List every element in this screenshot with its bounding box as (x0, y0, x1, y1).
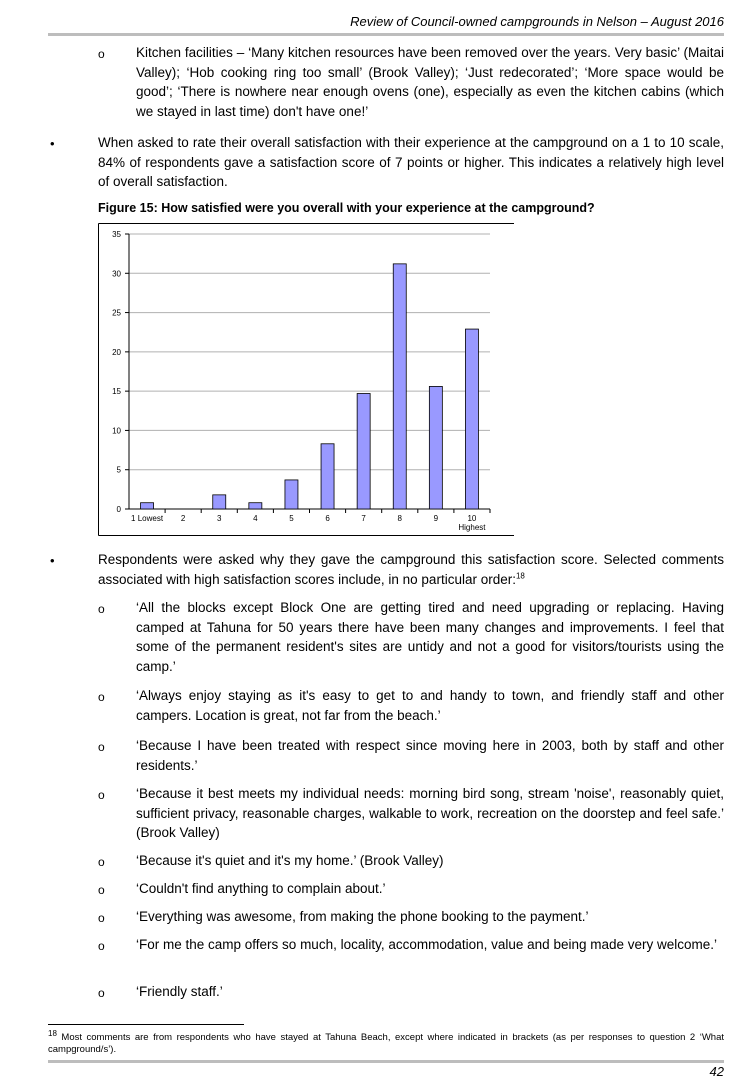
y-tick-label: 5 (116, 465, 121, 475)
comment-item: ‘For me the camp offers so much, locality, accommodation, value and being made very welcome.’ (136, 937, 718, 952)
bar (213, 495, 226, 509)
footnote-number: 18 (48, 1028, 57, 1038)
x-tick-label: 7 (361, 514, 366, 523)
sub-bullet-marker: o (98, 47, 105, 61)
y-tick-label: 35 (112, 230, 121, 239)
kitchen-comment: Kitchen facilities – ‘Many kitchen resources have been removed over the years. Very basic’ (Maitai Valley); ‘Hob cooking ring too small’ (Brook Valley); ‘Just redecorated’; ‘More space would be good’; ‘There is nowhere near enough ovens (one), especially as even the kitchen cabins (which we stayed in last time) don't have one!’ (136, 45, 724, 119)
comment-item: ‘Because it best meets my individual needs: morning bird song, stream 'noise', reasonably quiet, sufficient privacy, reasonable charges, walkable to work, recreation on the doorstep and feel safe.’ (Brook Valley) (136, 786, 724, 840)
figure-title: Figure 15: How satisfied were you overall with your experience at the campground? (98, 201, 595, 215)
x-tick-label: 9 (433, 514, 439, 523)
x-tick-label: 2 (180, 514, 186, 523)
footer-rule (48, 1060, 724, 1063)
comment-item: ‘Because it's quiet and it's my home.’ (Brook Valley) (136, 853, 444, 868)
bar (465, 329, 478, 509)
page-header: Review of Council-owned campgrounds in Nelson – August 2016 (350, 14, 724, 29)
comment-item: ‘All the blocks except Block One are getting tired and need upgrading or replacing. Having camped at Tahuna for 50 years there have been many changes and improvements. I feel that some of the permanent resident's sites are untidy and not a good for visitors/tourists using the camp.’ (136, 600, 724, 674)
sub-bullet-marker: o (98, 855, 105, 869)
y-tick-label: 10 (112, 426, 121, 436)
x-tick-label: 3 (217, 514, 222, 523)
bar (429, 386, 442, 509)
bar (141, 503, 154, 509)
bullet-marker: • (50, 553, 55, 568)
x-tick-label: 6 (325, 514, 330, 523)
bar (285, 480, 298, 509)
footnote-rule (48, 1024, 244, 1025)
sub-bullet-marker: o (98, 911, 105, 925)
bar (357, 394, 370, 510)
sub-bullet-marker: o (98, 939, 105, 953)
satisfaction-paragraph: When asked to rate their overall satisfaction with their experience at the campground on a 1 to 10 scale, 84% of respondents gave a satisfaction score of 7 points or higher. This indicates a relatively high level of overall satisfaction. (98, 135, 724, 189)
comment-item: ‘Always enjoy staying as it's easy to get to and handy to town, and friendly staff and other campers. Location is great, not far from the beach.’ (136, 688, 724, 723)
bar (393, 264, 406, 509)
footnote-reference: 18 (515, 571, 525, 580)
x-tick-label: 5 (289, 514, 294, 523)
x-tick-label: 8 (397, 514, 402, 523)
header-rule (48, 33, 724, 36)
bar (321, 444, 334, 509)
footnote: $^{18}$ Most comments are from respondents who have stayed at Tahuna Beach, except where indicated in brackets (as per responses to question 2 ‘What campground/s’). (48, 1028, 724, 1055)
comments-intro-paragraph: Respondents were asked why they gave the campground this satisfaction score. Selected comments associated with high satisfaction scores include, in no particular order:$^{18}$ (98, 552, 724, 587)
comment-item: ‘Because I have been treated with respect since moving here in 2003, both by staff and other residents.’ (136, 738, 724, 773)
page-number: 42 (709, 1064, 724, 1079)
y-tick-label: 15 (112, 387, 121, 397)
sub-bullet-marker: o (98, 883, 105, 897)
bar (249, 503, 262, 509)
comment-item: ‘Friendly staff.’ (136, 984, 223, 999)
sub-bullet-marker: o (98, 740, 105, 754)
x-tick-label: 10 Highest (458, 514, 486, 532)
comment-item: ‘Everything was awesome, from making the phone booking to the payment.’ (136, 909, 589, 924)
comment-item: ‘Couldn't find anything to complain about.’ (136, 881, 386, 896)
sub-bullet-marker: o (98, 788, 105, 802)
bullet-marker: • (50, 136, 55, 151)
y-tick-label: 25 (112, 308, 121, 318)
satisfaction-chart (98, 223, 514, 536)
y-tick-label: 30 (112, 269, 121, 279)
sub-bullet-marker: o (98, 690, 105, 704)
y-tick-label: 0 (116, 505, 121, 514)
sub-bullet-marker: o (98, 602, 105, 616)
x-tick-label: 4 (253, 514, 258, 523)
sub-bullet-marker: o (98, 986, 105, 1000)
y-tick-label: 20 (112, 347, 121, 357)
x-tick-label: 1 Lowest (131, 514, 164, 523)
